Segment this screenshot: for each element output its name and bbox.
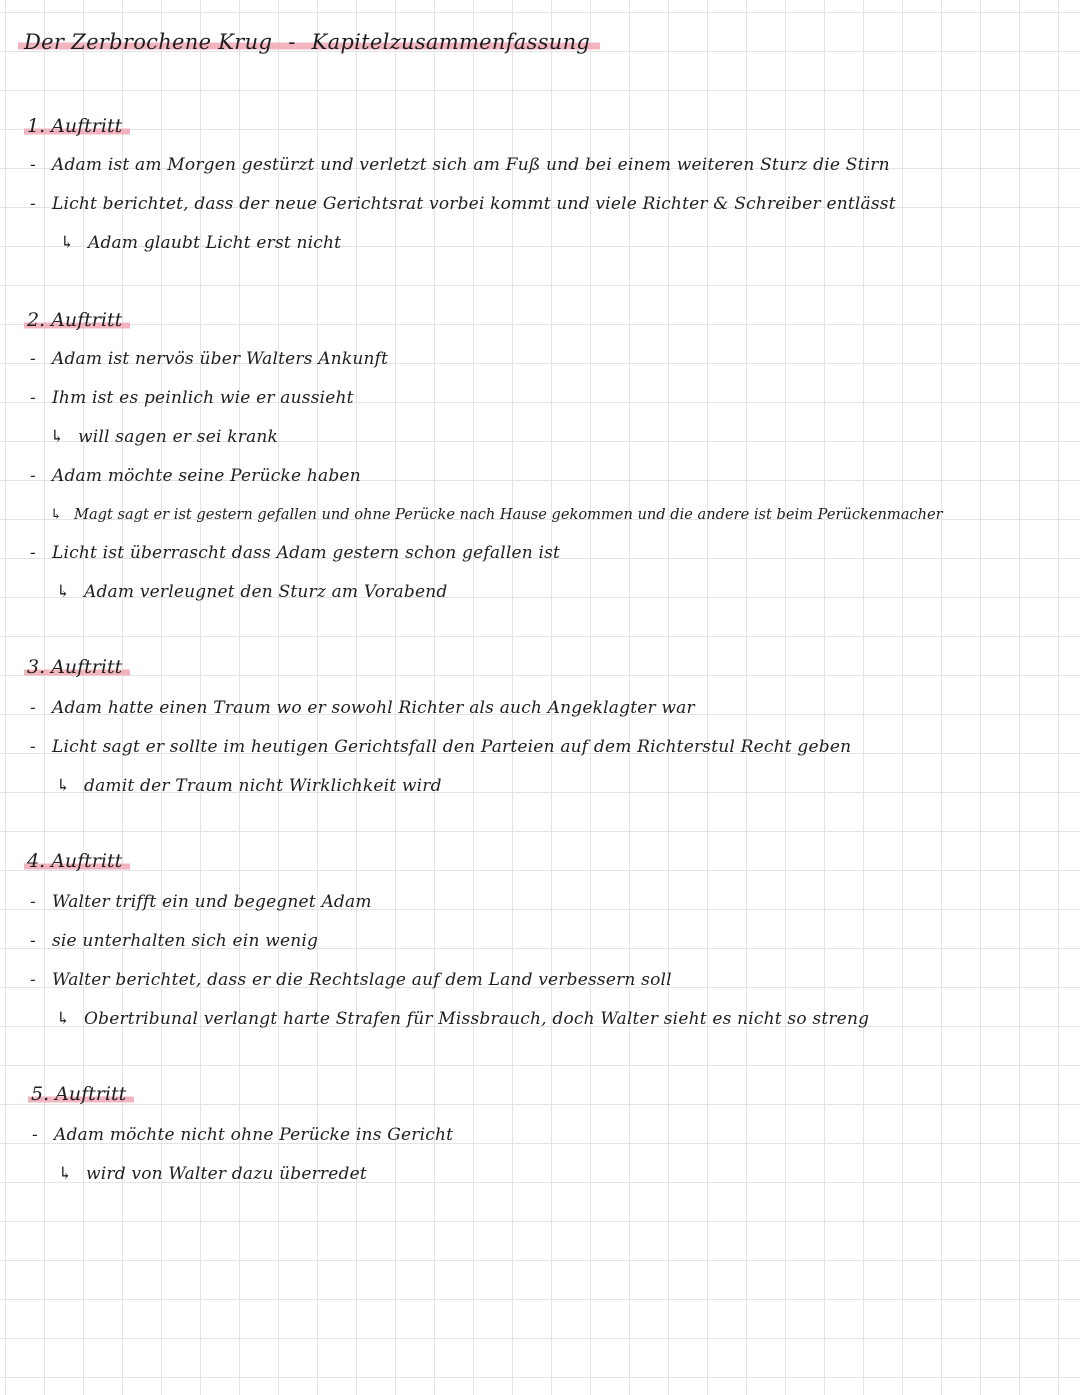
list-item bbox=[30, 735, 851, 759]
title-right: Kapitelzusammenfassung bbox=[311, 30, 591, 54]
list-item-text: wird von Walter dazu überredet bbox=[86, 1164, 367, 1184]
list-item-text: Licht berichtet, dass der neue Gerichtsrat vorbei kommt und viele Richter & Schreiber entlässt bbox=[52, 194, 896, 214]
list-item-text: Obertribunal verlangt harte Strafen für Missbrauch, doch Walter sieht es nicht so streng bbox=[84, 1009, 870, 1029]
list-item-text: Adam hatte einen Traum wo er sowohl Richter als auch Angeklagter war bbox=[52, 698, 695, 718]
list-subitem bbox=[50, 503, 943, 527]
arrow-icon: ↳ bbox=[50, 506, 63, 523]
list-item-text: Magt sagt er ist gestern gefallen und ohne Perücke nach Hause gekommen und die andere ist beim Perückenmacher bbox=[74, 506, 943, 523]
list-item-text: Adam ist am Morgen gestürzt und verletzt sich am Fuß und bei einem weiteren Sturz die Stirn bbox=[52, 155, 890, 175]
section-heading: 4. Auftritt bbox=[24, 850, 130, 872]
bullet-marker: - bbox=[30, 466, 36, 486]
list-subitem bbox=[58, 1162, 367, 1186]
arrow-icon: ↳ bbox=[60, 233, 75, 253]
arrow-icon: ↳ bbox=[56, 1009, 71, 1029]
bullet-marker: - bbox=[30, 737, 36, 757]
list-item-text: Licht ist überrascht dass Adam gestern schon gefallen ist bbox=[52, 543, 561, 563]
list-item-text: Ihm ist es peinlich wie er aussieht bbox=[52, 388, 354, 408]
list-subitem bbox=[60, 231, 341, 255]
bullet-marker: - bbox=[30, 349, 36, 369]
list-item-text: Adam möchte seine Perücke haben bbox=[52, 466, 361, 486]
list-item-text: will sagen er sei krank bbox=[78, 427, 279, 447]
title-left: Der Zerbrochene Krug bbox=[24, 30, 273, 54]
arrow-icon: ↳ bbox=[56, 582, 71, 602]
bullet-marker: - bbox=[30, 931, 36, 951]
list-item bbox=[30, 968, 672, 992]
bullet-marker: - bbox=[30, 543, 36, 563]
list-item-text: Adam möchte nicht ohne Perücke ins Gericht bbox=[54, 1125, 454, 1145]
list-item-text: damit der Traum nicht Wirklichkeit wird bbox=[84, 776, 442, 796]
section-heading: 1. Auftritt bbox=[24, 115, 130, 137]
list-item bbox=[30, 464, 361, 488]
list-item-text: Walter berichtet, dass er die Rechtslage auf dem Land verbessern soll bbox=[52, 970, 672, 990]
list-item-text: Adam ist nervös über Walters Ankunft bbox=[52, 349, 389, 369]
section-heading: 3. Auftritt bbox=[24, 656, 130, 678]
list-item bbox=[30, 192, 896, 216]
list-item bbox=[30, 153, 890, 177]
list-item-text: Adam glaubt Licht erst nicht bbox=[88, 233, 342, 253]
list-item-text: Walter trifft ein und begegnet Adam bbox=[52, 892, 372, 912]
list-item bbox=[30, 929, 318, 953]
list-item bbox=[30, 541, 560, 565]
bullet-marker: - bbox=[30, 970, 36, 990]
list-item bbox=[30, 696, 695, 720]
bullet-marker: - bbox=[30, 194, 36, 214]
bullet-marker: - bbox=[30, 388, 36, 408]
list-item bbox=[32, 1123, 453, 1147]
title-separator: - bbox=[288, 30, 296, 54]
bullet-marker: - bbox=[30, 892, 36, 912]
list-item bbox=[30, 347, 388, 371]
section-heading: 2. Auftritt bbox=[24, 309, 130, 331]
section-heading: 5. Auftritt bbox=[28, 1083, 134, 1105]
arrow-icon: ↳ bbox=[58, 1164, 73, 1184]
list-item-text: Licht sagt er sollte im heutigen Gerichtsfall den Parteien auf dem Richterstul Recht geben bbox=[52, 737, 852, 757]
list-item bbox=[30, 890, 372, 914]
list-subitem bbox=[56, 1007, 869, 1031]
bullet-marker: - bbox=[30, 155, 36, 175]
list-subitem bbox=[56, 580, 447, 604]
list-subitem bbox=[50, 425, 278, 449]
bullet-marker: - bbox=[30, 698, 36, 718]
list-item-text: Adam verleugnet den Sturz am Vorabend bbox=[84, 582, 448, 602]
arrow-icon: ↳ bbox=[50, 427, 65, 447]
arrow-icon: ↳ bbox=[56, 776, 71, 796]
list-item bbox=[30, 386, 354, 410]
bullet-marker: - bbox=[32, 1125, 38, 1145]
page-title bbox=[18, 30, 600, 54]
list-item-text: sie unterhalten sich ein wenig bbox=[52, 931, 319, 951]
list-subitem bbox=[56, 774, 442, 798]
